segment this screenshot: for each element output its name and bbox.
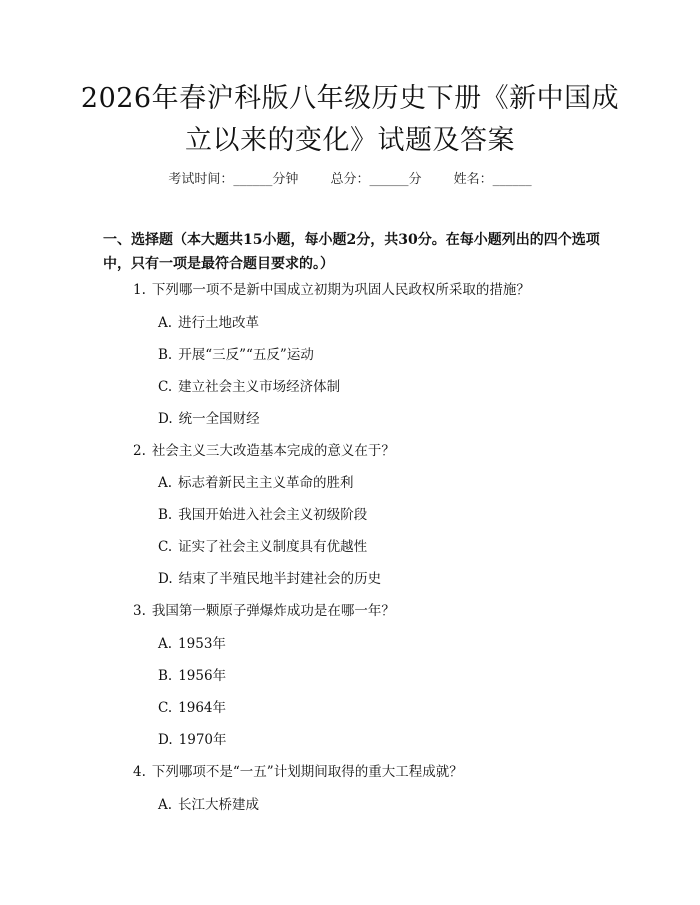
question-number: 4. <box>133 764 146 780</box>
total-score-label: 总分：______分 <box>330 172 422 187</box>
option-text: 1956年 <box>178 668 227 684</box>
option-letter: C. <box>158 539 173 555</box>
option-letter: C. <box>158 379 173 395</box>
question-1 <box>133 280 603 300</box>
question-text: 我国第一颗原子弹爆炸成功是在哪一年？ <box>151 603 395 619</box>
exam-info-line <box>0 168 700 187</box>
option-letter: B. <box>158 507 173 523</box>
option-letter: D. <box>158 411 173 427</box>
option-text: 证实了社会主义制度具有优越性 <box>178 539 368 555</box>
q1-option-b <box>158 345 598 365</box>
option-text: 结束了半殖民地半封建社会的历史 <box>178 571 382 587</box>
question-text: 下列哪项不是“一五”计划期间取得的重大工程成就？ <box>151 764 463 780</box>
option-letter: A. <box>158 315 173 331</box>
q2-option-d <box>158 569 598 589</box>
option-letter: D. <box>158 571 173 587</box>
question-4 <box>133 762 603 782</box>
q3-option-d <box>158 730 598 750</box>
question-number: 3. <box>133 603 146 619</box>
exam-time-label: 考试时间：______分钟 <box>168 172 299 187</box>
option-letter: A. <box>158 475 173 491</box>
question-2 <box>133 441 603 461</box>
option-letter: D. <box>158 732 173 748</box>
option-text: 进行土地改革 <box>178 315 260 331</box>
page-title: 2026年春沪科版八年级历史下册《新中国成立以来的变化》试题及答案 <box>80 83 620 156</box>
option-letter: B. <box>158 668 173 684</box>
option-text: 长江大桥建成 <box>178 797 260 813</box>
question-text: 社会主义三大改造基本完成的意义在于？ <box>151 443 395 459</box>
question-text: 下列哪一项不是新中国成立初期为巩固人民政权所采取的措施？ <box>151 282 530 298</box>
q2-option-a <box>158 473 598 493</box>
q1-option-c <box>158 377 598 397</box>
option-text: 统一全国财经 <box>178 411 260 427</box>
option-text: 标志着新民主主义革命的胜利 <box>178 475 354 491</box>
option-text: 建立社会主义市场经济体制 <box>178 379 341 395</box>
q1-option-d <box>158 409 598 429</box>
q4-option-a <box>158 795 598 815</box>
section-heading: 一、选择题（本大题共15小题，每小题2分，共30分。在每小题列出的四个选项中，只有一项是最符合题目要求的。） <box>103 232 600 272</box>
option-letter: A. <box>158 797 173 813</box>
option-text: 1953年 <box>178 636 226 652</box>
q2-option-c <box>158 537 598 557</box>
q3-option-a <box>158 634 598 654</box>
question-number: 2. <box>133 443 146 459</box>
q2-option-b <box>158 505 598 525</box>
option-letter: B. <box>158 347 173 363</box>
option-text: 我国开始进入社会主义初级阶段 <box>178 507 368 523</box>
option-letter: A. <box>158 636 173 652</box>
q3-option-b <box>158 666 598 686</box>
option-letter: C. <box>158 700 173 716</box>
student-name-label: 姓名：______ <box>453 172 532 187</box>
q3-option-c <box>158 698 598 718</box>
option-text: 开展“三反”“五反”运动 <box>178 347 314 363</box>
question-3 <box>133 601 603 621</box>
q1-option-a <box>158 313 598 333</box>
option-text: 1964年 <box>178 700 226 716</box>
question-number: 1. <box>133 282 146 298</box>
option-text: 1970年 <box>178 732 227 748</box>
